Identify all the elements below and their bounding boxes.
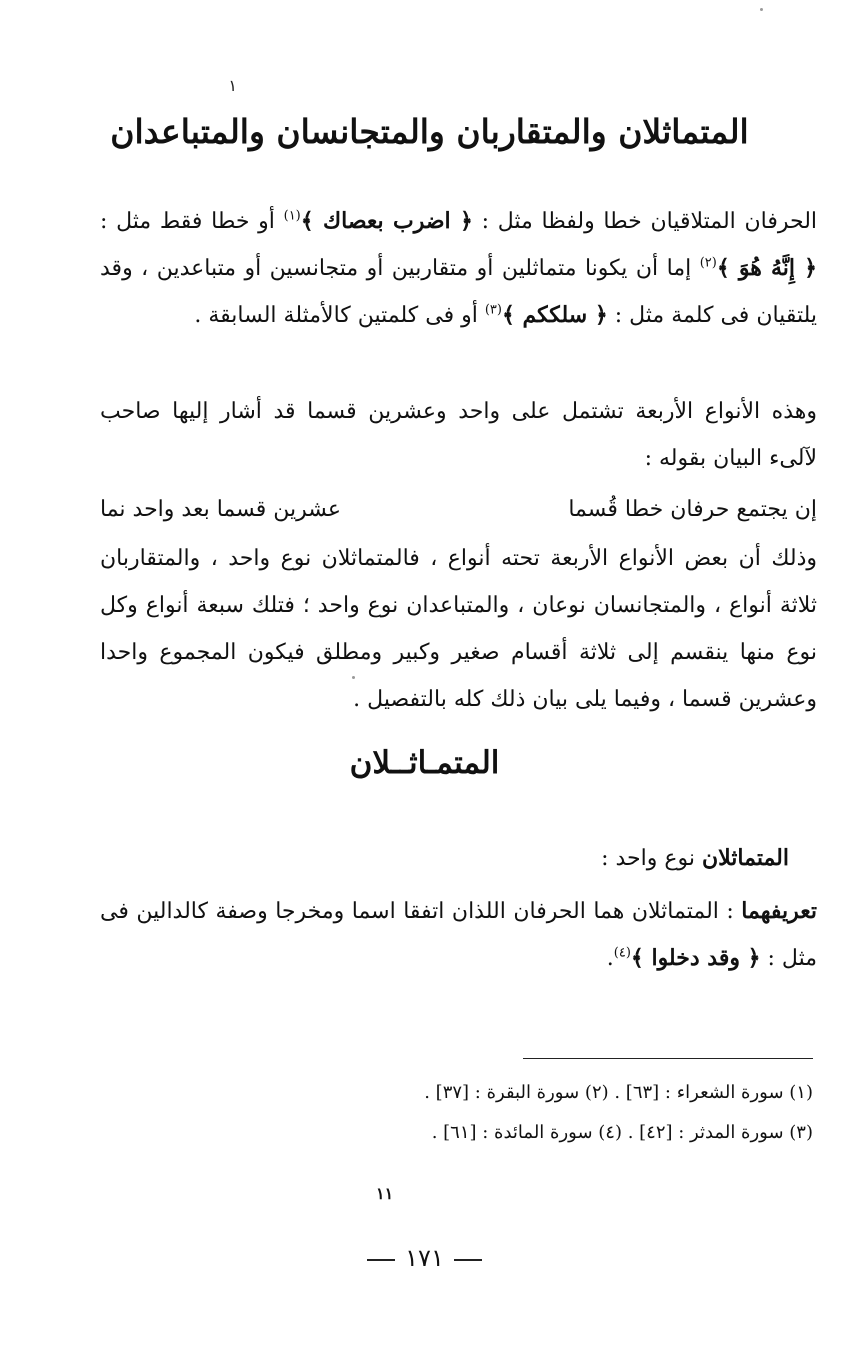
subheading (601, 836, 789, 881)
quran-quote-2: ﴿ إِنَّهُ هُوَ ﴾ (716, 255, 817, 281)
page-number-dash-right (454, 1259, 482, 1261)
page-number-dash-left (367, 1259, 395, 1261)
paragraph-intro (100, 198, 817, 339)
reference-mark: ١ (228, 76, 237, 95)
page-number (0, 1244, 849, 1272)
footnote-ref-4: (٤) (613, 945, 631, 961)
subheading-term: المتماثلان (701, 845, 789, 871)
verse-second-hemistich: عشرين قسما بعد واحد نما (100, 497, 342, 522)
footnote-ref-1: (١) (283, 208, 301, 224)
section-title: المتمـاثــلان (349, 745, 500, 781)
quran-quote-1: ﴿ اضرب بعصاك ﴾ (300, 208, 473, 234)
scan-speck (352, 676, 355, 679)
intro-text-3: إما أن يكونا متماثلين أو متقاربين أو متجانسين أو متباعدين ، وقد يلتقيان فى كلمة مثل : (100, 256, 817, 328)
definition-end: . (606, 946, 614, 971)
quran-quote-4: ﴿ وقد دخلوا ﴾ (630, 945, 761, 971)
paragraph-types: وهذه الأنواع الأربعة تشتمل على واحد وعشرين قسما قد أشار إليها صاحب لآلىء البيان بقوله : (100, 399, 817, 471)
intro-text-1: الحرفان المتلاقيان خطا ولفظا مثل : (472, 209, 818, 234)
footnote-ref-3: (٣) (484, 302, 502, 318)
footnote-divider (523, 1058, 813, 1059)
definition-text: : المتماثلان هما الحرفان اللذان اتفقا اسما ومخرجا وصفة كالدالين فى مثل : (100, 899, 817, 971)
scan-speck (760, 8, 763, 11)
intro-text-2: أو خطا فقط مثل : (100, 209, 284, 234)
footnote-ref-2: (٢) (699, 255, 717, 271)
verse-first-hemistich: إن يجتمع حرفان خطا قُسما (568, 497, 817, 522)
footnote-line-1: (١) سورة الشعراء : [٦٣] . (٢) سورة البقرة : [٣٧] . (424, 1082, 813, 1103)
intro-text-4: أو فى كلمتين كالأمثلة السابقة . (194, 303, 485, 328)
signature-mark: ١١ (376, 1184, 394, 1203)
definition-label: تعريفهما (741, 898, 817, 924)
footnote-line-2: (٣) سورة المدثر : [٤٢] . (٤) سورة المائدة : [٦١] . (431, 1122, 813, 1143)
page-number-value: ١٧١ (405, 1244, 444, 1272)
quran-quote-3: ﴿ سلككم ﴾ (501, 302, 608, 328)
paragraph-explanation: وذلك أن بعض الأنواع الأربعة تحته أنواع ، فالمتماثلان نوع واحد ، والمتقاربان ثلاثة أنواع ، والمتجانسان نوعان ، والمتباعدان نوع واحد ؛ فتلك سبعة أنواع وكل نوع منها ينقسم إلى ثلاثة أقسام صغير وكبير ومطلق فيكون المجموع واحدا وعشرين قسما ، وفيما يلى بيان ذلك كله بالتفصيل . (100, 546, 817, 712)
poem-verse (100, 488, 817, 532)
subheading-rest: نوع واحد : (601, 846, 702, 871)
paragraph-definition (100, 888, 817, 982)
chapter-title: المتماثلان والمتقاربان والمتجانسان والمتباعدان (110, 112, 749, 151)
